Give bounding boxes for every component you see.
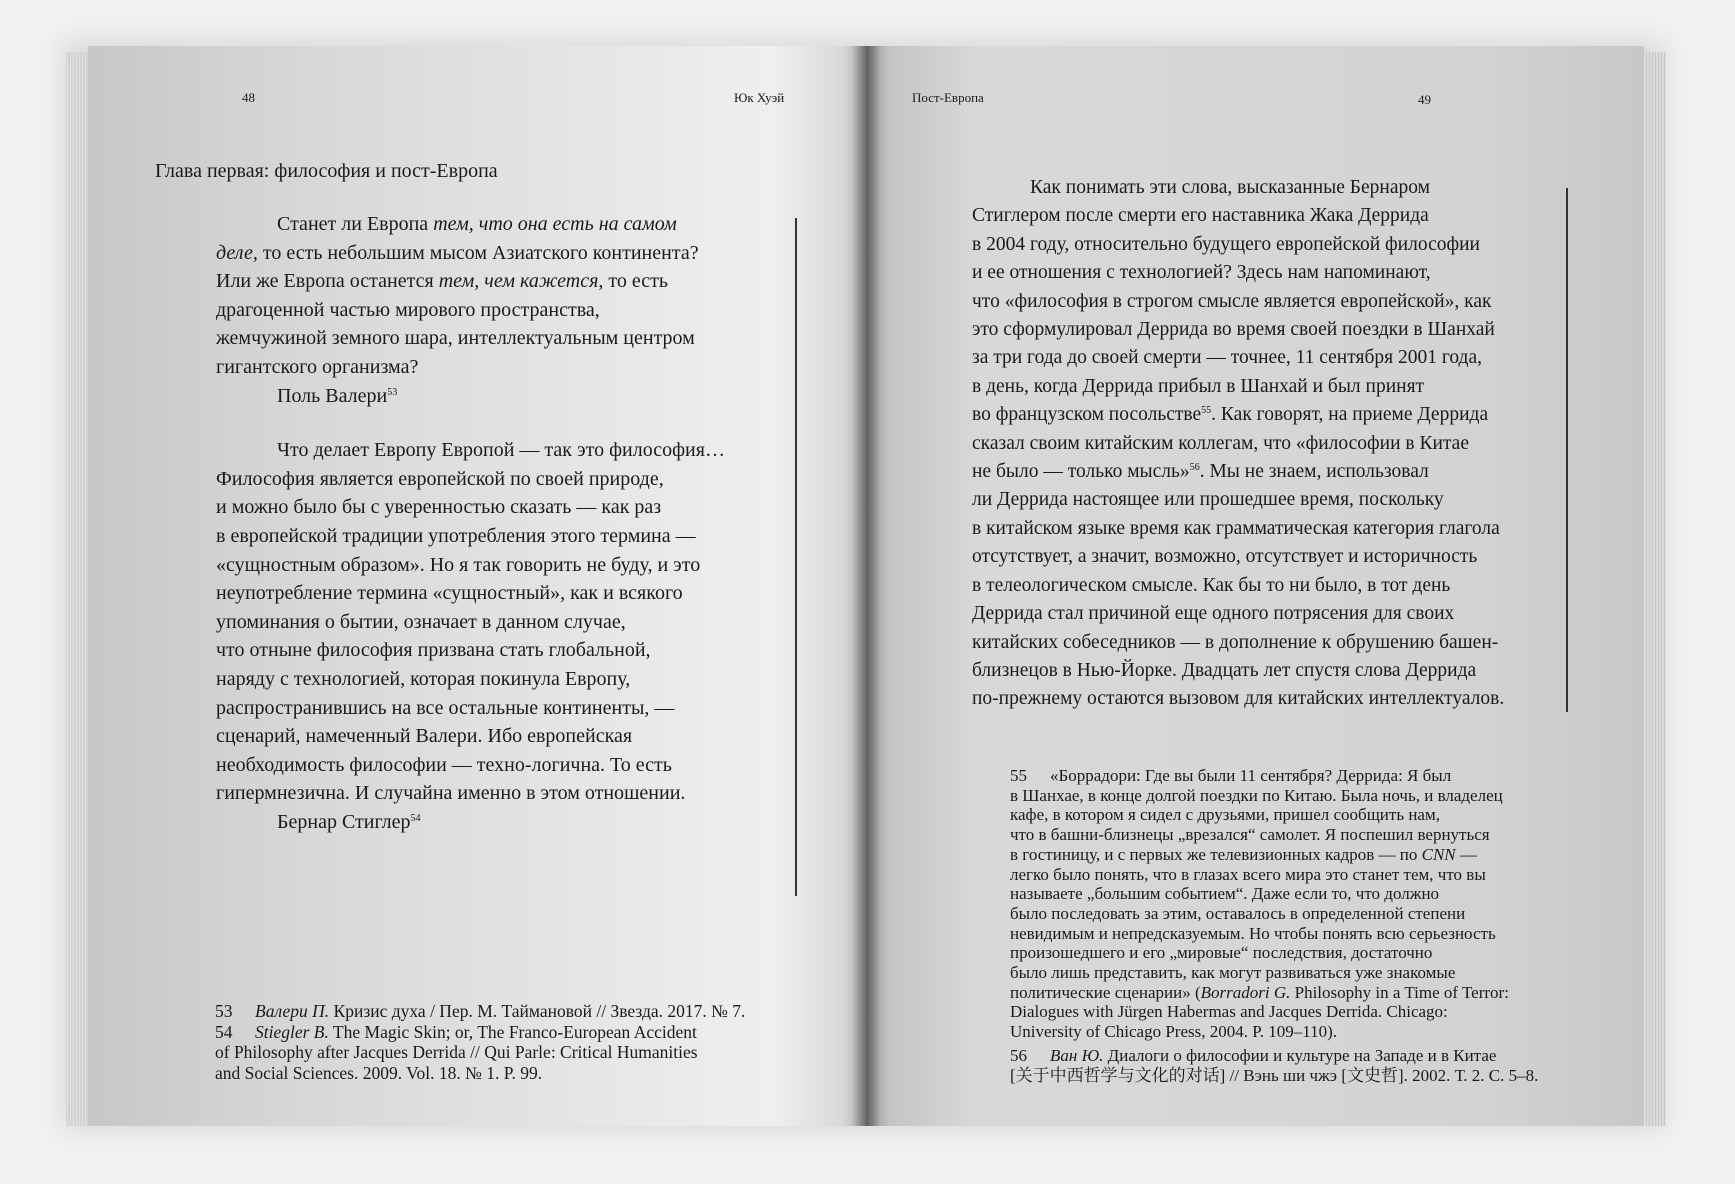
epigraph1-line: Или же Европа останется тем, чем кажется, то есть (216, 270, 668, 293)
epigraph2-line: неупотребление термина «сущностный», как и всякого (216, 582, 683, 605)
footnote-55-line (1010, 983, 1610, 1003)
footnote-55-line (1010, 825, 1610, 845)
footnote-55-part: Philosophy in a Time of Terror: (1290, 982, 1509, 1002)
footnote-55-line (1010, 1022, 1610, 1042)
footnote-55-text: произошедшего и его „мировые“ последствия, достаточно (1010, 943, 1433, 963)
footnote-54-cont: of Philosophy after Jacques Derrida // Qui Parle: Critical Humanities (215, 1042, 698, 1062)
right-running-head: Пост-Европа (912, 90, 984, 105)
footnote-55-text: кафе, в котором я сидел с друзьями, пришел сообщить нам, (1010, 805, 1440, 825)
epigraph2-author: Бернар Стиглер$^{54}$ (277, 810, 421, 833)
body-line (972, 401, 1532, 429)
body-line: что «философия в строгом смысле является европейской», как (972, 290, 1492, 312)
footnote-56-line: [关于中西哲学与文化的对话] // Вэнь ши чжэ [文史哲]. 2002. Т. 2. С. 5–8. (1010, 1065, 1539, 1085)
body-line: китайских собеседников — в дополнение к обрушению башен- (972, 631, 1499, 653)
body-line: за три года до своей смерти — точнее, 11 сентября 2001 года, (972, 347, 1483, 369)
footnote-ref-55: 55 (1201, 405, 1212, 417)
body-line: близнецов в Нью-Йорке. Двадцать лет спустя слова Деррида (972, 659, 1477, 681)
epigraph2-line: в европейской традиции употребления этого термина — (216, 524, 696, 547)
right-page-number: 49 (1418, 92, 1431, 107)
left-page-number: 48 (242, 90, 255, 105)
body-line: Деррида стал причиной еще одного потрясения для своих (972, 603, 1455, 625)
footnote-55-part: политические сценарии» ( (1010, 982, 1201, 1002)
left-footnotes (215, 1001, 815, 1083)
body-line: в 2004 году, относительно будущего европейской философии (972, 233, 1480, 255)
footnote-55-line (1010, 845, 1610, 865)
epigraph1-line: гигантского организма? (216, 355, 419, 378)
epigraph2-line: и можно было бы с уверенностью сказать — как раз (216, 496, 662, 519)
right-page (866, 46, 1644, 1126)
body-text (972, 174, 1532, 714)
body-line: в день, когда Деррида прибыл в Шанхай и был принят (972, 375, 1425, 397)
footnote-ref-53: 53 (387, 386, 398, 398)
footnote-54-cont: and Social Sciences. 2009. Vol. 18. № 1. P. 99. (215, 1062, 543, 1083)
epigraph2-line: упоминания о бытии, означает в данном случае, (216, 610, 626, 633)
footnote-54: 54 Stiegler B. The Magic Skin; or, The Franco-European Accident (215, 1021, 697, 1042)
footnote-55-line (1010, 805, 1610, 825)
footnote-55-line (1010, 924, 1610, 944)
footnote-55-text: в Шанхае, в конце долгой поездки по Китаю. Была ночь, и владелец (1010, 785, 1503, 805)
body-line-part: во французском посольстве (972, 404, 1202, 426)
footnote-55-text: легко было понять, что в глазах всего мира это станет тем, что вы (1010, 864, 1486, 884)
epigraph2-line: распространившись на все остальные континенты, — (216, 696, 675, 719)
body-line: в китайском языке время как грамматическая категория глагола (972, 517, 1500, 539)
epigraphs (216, 210, 796, 836)
epigraph1-line: деле, то есть небольшим мысом Азиатского континента? (216, 241, 699, 264)
footnote-55-line (1010, 963, 1610, 983)
epigraph2-line: гипермнезична. И случайна именно в этом отношении. (216, 782, 686, 805)
footnote-55-line (1010, 884, 1610, 904)
body-line: Стиглером после смерти его наставника Жака Деррида (972, 205, 1429, 227)
epigraph1-line: жемчужиной земного шара, интеллектуальным центром (216, 327, 695, 350)
chapter-title: Глава первая: философия и пост-Европа (155, 160, 498, 182)
footnote-55-line (1010, 786, 1610, 806)
epigraph1-author: Поль Валери$^{53}$ (277, 384, 398, 407)
epigraph1-line: драгоценной частью мирового пространства, (216, 298, 600, 321)
footnote-55-line (1010, 943, 1610, 963)
epigraph2-line: Что делает Европу Европой — так это философия… (277, 439, 725, 462)
body-line: отсутствует, а значит, возможно, отсутствует и историчность (972, 546, 1478, 568)
footnote-55-text: что в башни-близнецы „врезался“ самолет. Я поспешил вернуться (1010, 825, 1490, 845)
epigraph2-line: наряду с технологией, которая покинула Европу, (216, 667, 631, 690)
epigraph2-line: «сущностным образом». Но я так говорить не буду, и это (216, 553, 701, 576)
footnote-ref-54: 54 (410, 812, 421, 824)
footnote-56-line: 56 Ван Ю. Диалоги о философии и культуре на Западе и в Китае (1010, 1046, 1497, 1065)
footnote-55 (1010, 766, 1610, 1042)
epigraph-rule (795, 218, 797, 896)
body-rule (1566, 188, 1568, 712)
body-line (972, 458, 1532, 486)
epigraph2-line: что отныне философия призвана стать глобальной, (216, 639, 651, 662)
footnote-55-number: 55 (1010, 766, 1027, 785)
footnote-55-italic: Borradori G. (1200, 982, 1291, 1002)
body-line: это сформулировал Деррида во время своей поездки в Шанхай (972, 319, 1495, 341)
epigraph1-line: Станет ли Европа тем, что она есть на самом (277, 213, 677, 235)
footnote-55-text: «Боррадори: Где вы были 11 сентября? Деррида: Я был (1050, 766, 1452, 785)
body-line: и ее отношения с технологией? Здесь нам напоминают, (972, 262, 1431, 284)
body-line: по-прежнему остаются вызовом для китайских интеллектуалов. (972, 688, 1505, 710)
footnote-55-text: невидимым и непредсказуемым. Но чтобы понять всю серьезность (1010, 923, 1496, 943)
footnote-55-line (1010, 766, 1610, 786)
footnote-55-part: в гостиницу, и с первых же телевизионных кадров — по (1010, 844, 1422, 864)
body-line: сказал своим китайским коллегам, что «философии в Китае (972, 432, 1469, 454)
footnote-56 (1010, 1046, 1610, 1085)
footnote-55-text: Dialogues with Jürgen Habermas and Jacques Derrida. Chicago: (1010, 1002, 1448, 1022)
footnote-55-text: было последовать за этим, оставалось в определенной степени (1010, 903, 1466, 923)
footnote-55-line (1010, 904, 1610, 924)
footnote-ref-56: 56 (1189, 462, 1200, 474)
footnote-55-line (1010, 1002, 1610, 1022)
epigraph2-line: необходимость философии — техно-логична. То есть (216, 753, 672, 776)
book-spine (852, 46, 880, 1126)
epigraph2 (216, 436, 796, 808)
footnote-55-text: было лишь представить, как могут развиваться уже знакомые (1010, 963, 1456, 983)
body-line: в телеологическом смысле. Как бы то ни было, в тот день (972, 574, 1451, 596)
body-line-part: не было — только мысль» (972, 461, 1190, 483)
footnote-55-text: называете „большим событием“. Даже если то, что должно (1010, 884, 1440, 904)
left-running-head: Юк Хуэй (734, 90, 785, 105)
body-line-part: . Мы не знаем, использовал (1199, 461, 1429, 483)
footnote-55-part: — (1455, 844, 1477, 864)
left-page (88, 46, 866, 1126)
footnote-53: 53 Валери П. Кризис духа / Пер. М. Таймановой // Звезда. 2017. № 7. (215, 1001, 746, 1021)
footnote-55-text: University of Chicago Press, 2004. P. 109–110). (1010, 1022, 1338, 1042)
footnote-55-italic: CNN (1421, 844, 1456, 864)
body-line: ли Деррида настоящее или прошедшее время, поскольку (972, 489, 1444, 511)
epigraph2-line: Философия является европейской по своей природе, (216, 467, 664, 490)
body-line: Как понимать эти слова, высказанные Бернаром (1030, 177, 1430, 198)
epigraph2-line: сценарий, намеченный Валери. Ибо европейская (216, 725, 633, 748)
body-line-part: . Как говорят, на приеме Деррида (1211, 404, 1489, 426)
footnote-55-line (1010, 865, 1610, 885)
